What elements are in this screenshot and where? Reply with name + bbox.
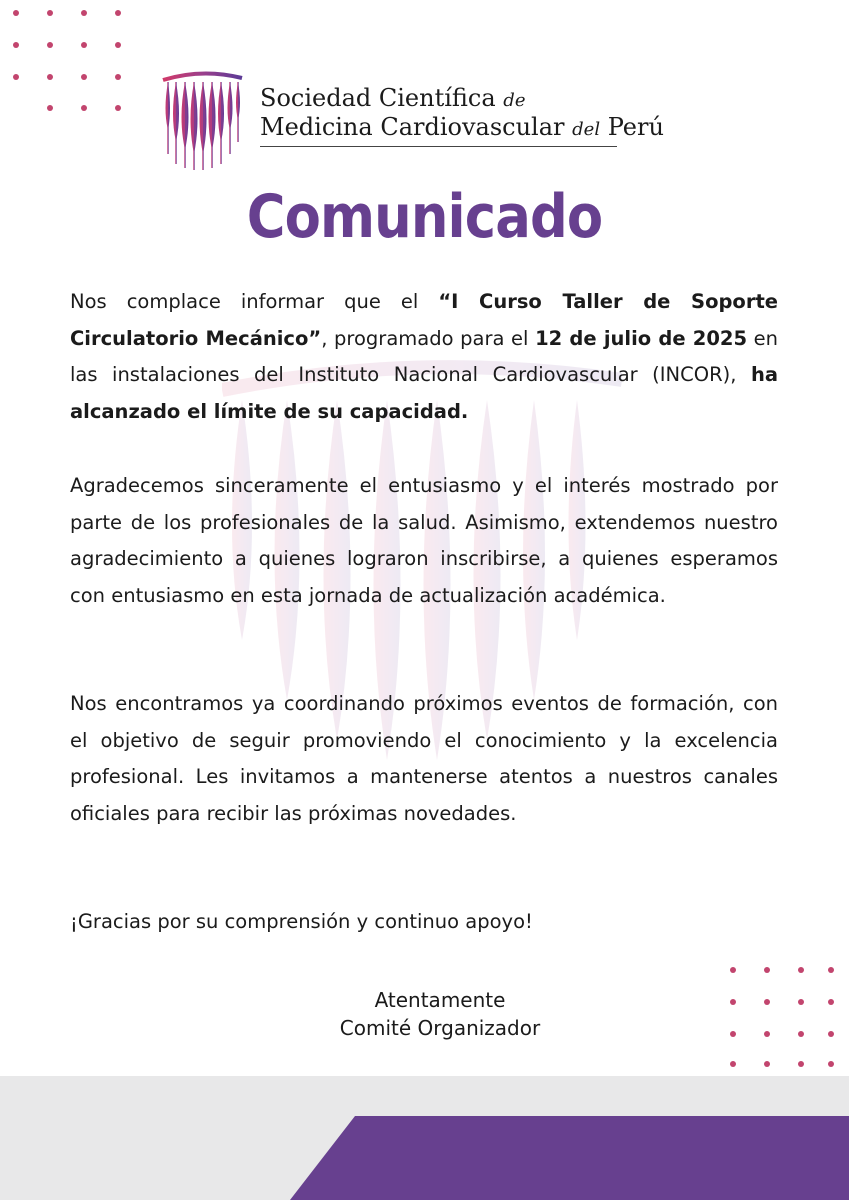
paragraph-upcoming-events: Nos encontramos ya coordinando próximos eventos de formación, con el objetivo de seguir promoviendo el conocimiento y la excelencia profesional. Les invitamos a mantenerse atentos a nuestros canales oficiales para recibir las próximas novedades. xyxy=(70,692,778,825)
logo-text-line2: Medicina Cardiovascular del Perú xyxy=(260,113,664,141)
logo-text-line1: Sociedad Científica de xyxy=(260,84,526,112)
page-title: Comunicado xyxy=(246,182,603,252)
paragraph-gratitude: ¡Gracias por su comprensión y continuo apoyo! xyxy=(70,910,533,933)
logo-underline xyxy=(260,146,617,147)
society-logo xyxy=(160,70,664,170)
paragraph-thanks: Agradecemos sinceramente el entusiasmo y el interés mostrado por parte de los profesionales de la salud. Asimismo, extendemos nuestro agradecimiento a quienes lograron inscribirse, a quienes esperamos con entusiasmo en esta jornada de actualización académica. xyxy=(70,474,778,607)
footer-purple-shape xyxy=(0,1076,849,1200)
logo-emblem-icon xyxy=(160,70,245,170)
closing-signature: Comité Organizador xyxy=(339,1016,541,1040)
closing-salutation: Atentamente xyxy=(374,988,506,1012)
decorative-dots-top-left xyxy=(13,10,123,115)
paragraph-announcement: Nos complace informar que el “I Curso Taller de Soporte Circulatorio Mecánico”, programado para el 12 de julio de 2025 en las instalaciones del Instituto Nacional Cardiovascular (INCOR), ha alcanzado el límite de su capacidad. xyxy=(70,290,779,423)
